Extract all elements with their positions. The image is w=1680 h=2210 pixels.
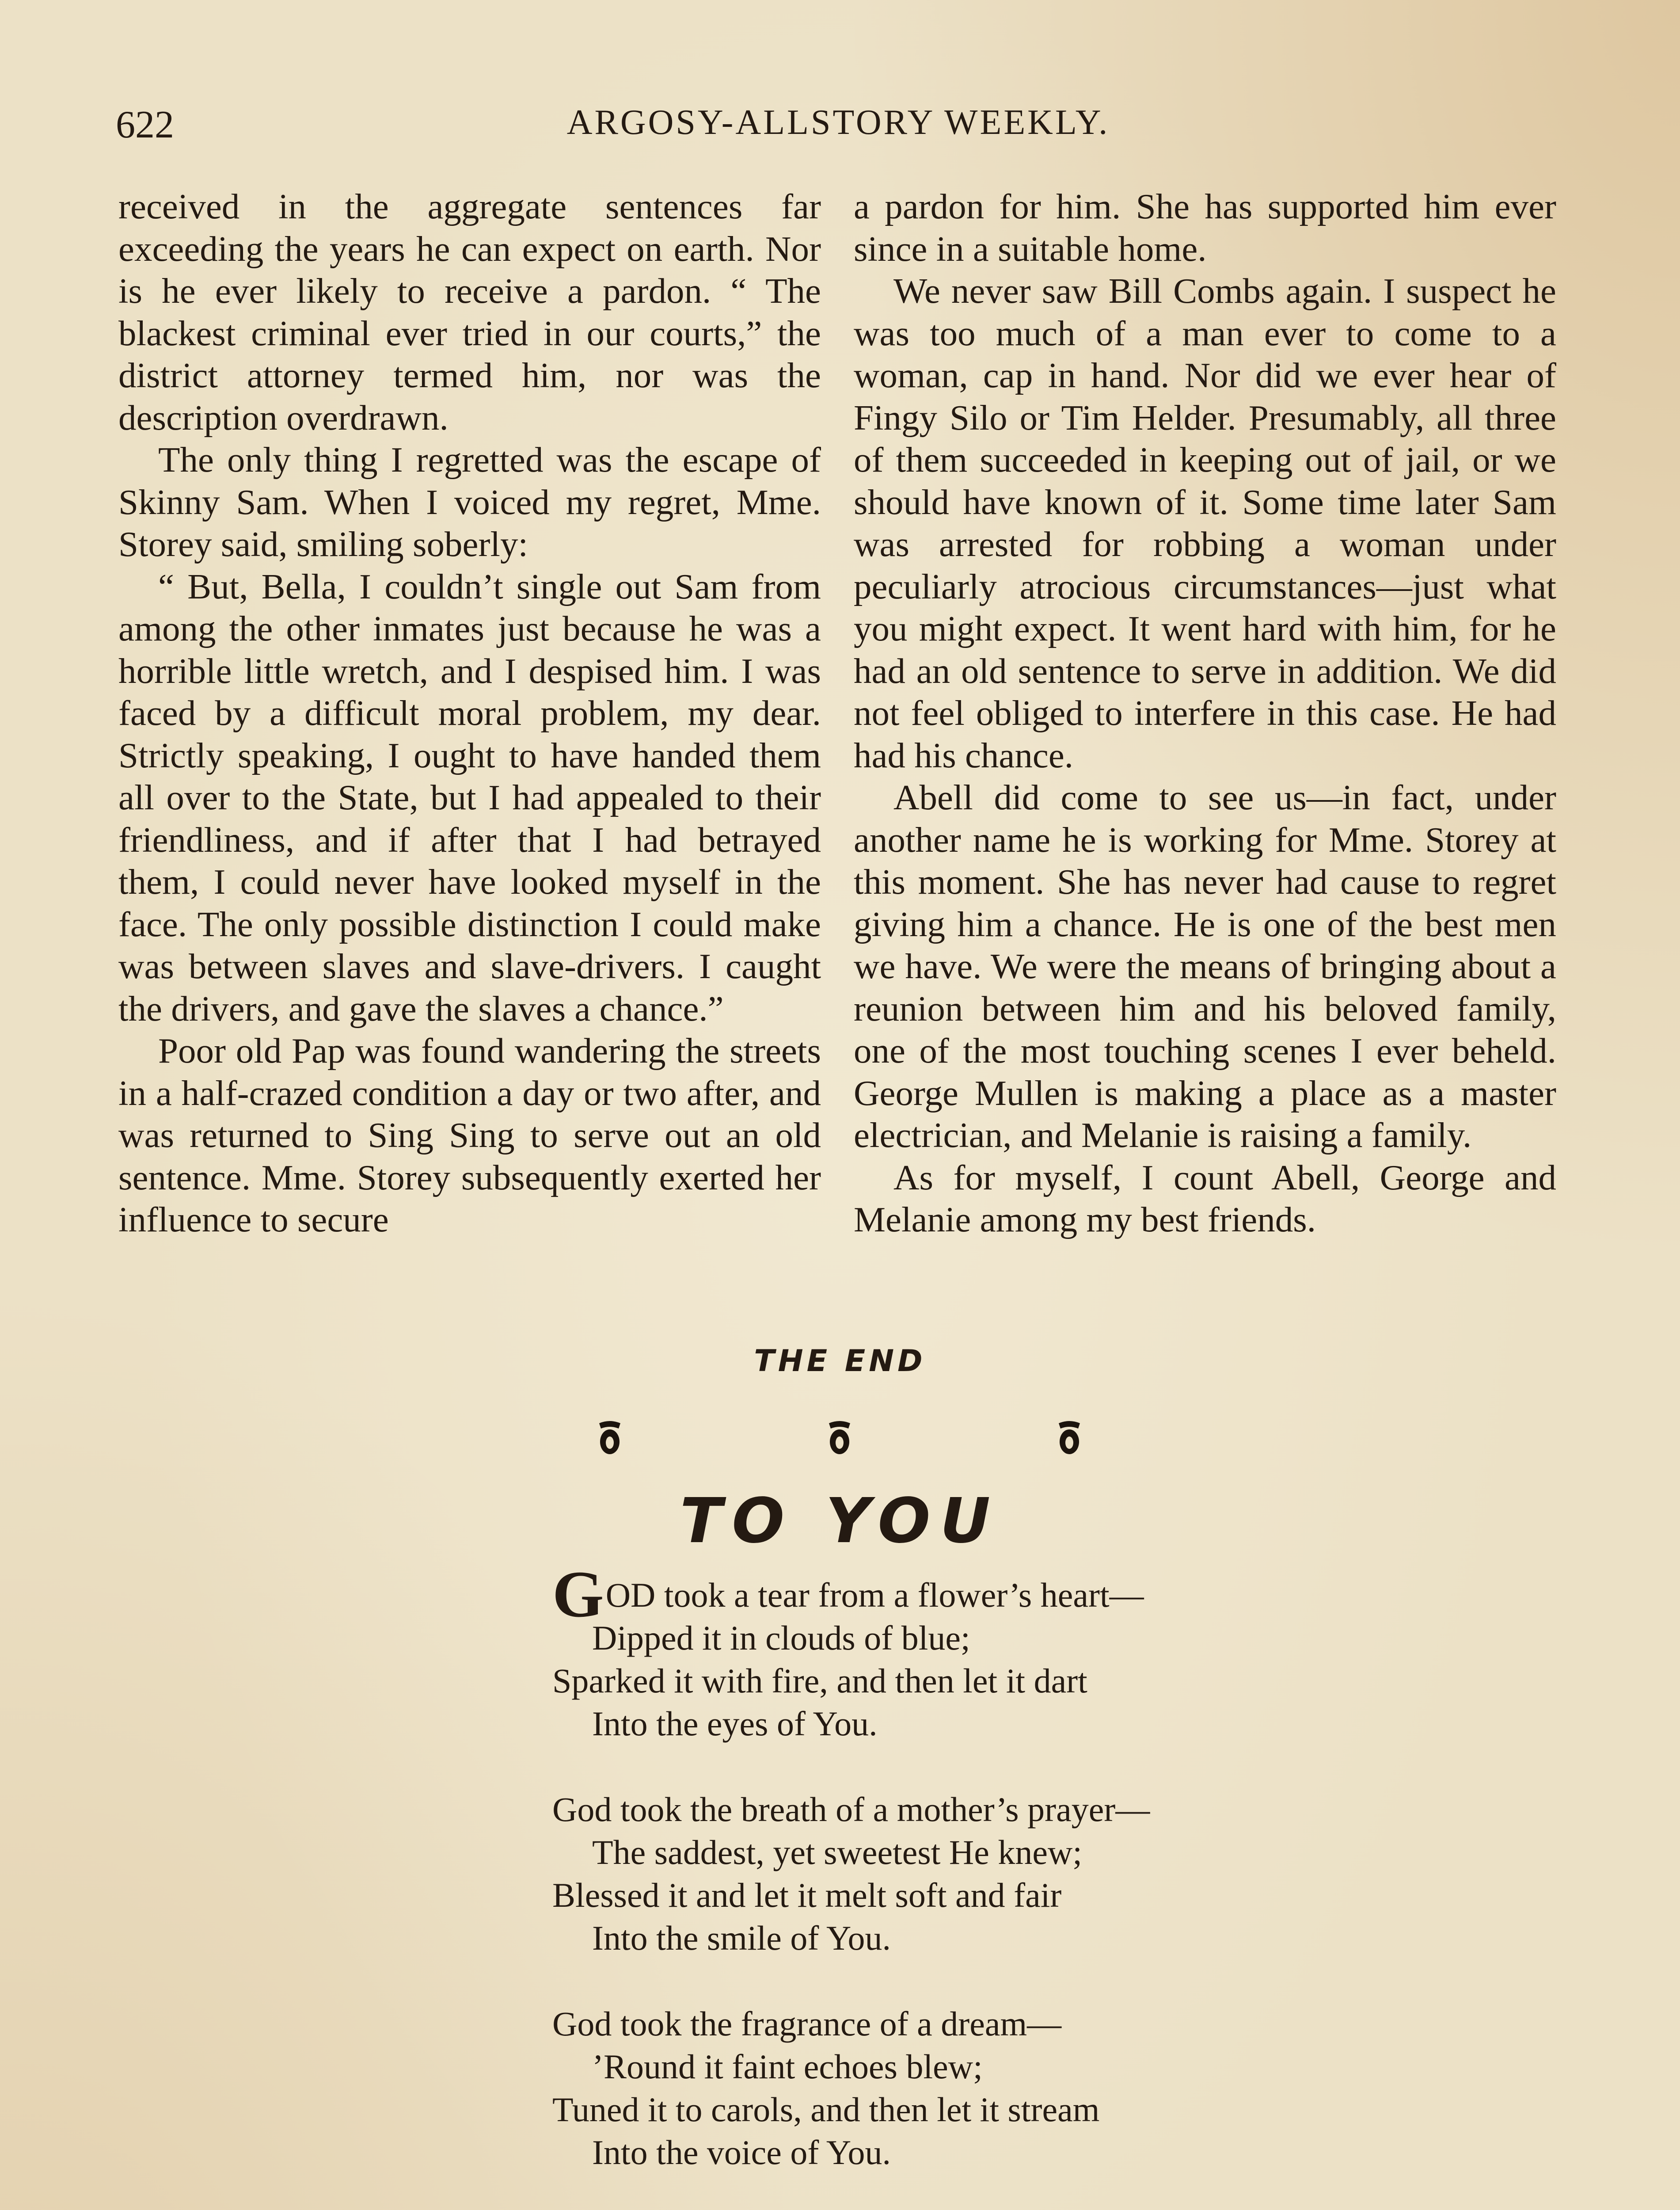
right-column <box>854 186 1556 1241</box>
ornament-icon <box>597 1419 623 1459</box>
poem-line: God took the breath of a mother’s prayer— <box>552 1790 1150 1829</box>
ornament-row <box>597 1419 1083 1463</box>
poem-line: Into the voice of You. <box>592 2133 891 2172</box>
page-number: 622 <box>116 103 174 146</box>
paragraph: As for myself, I count Abell, George and Melanie among my best friends. <box>854 1157 1556 1239</box>
paragraph: received in the aggregate sentences far exceeding the years he can expect on earth. Nor is he ever likely to receive a pardon. “ The blackest criminal ever tried in our courts,” the district attorney termed him, nor was the description overdrawn. <box>118 187 821 438</box>
paragraph: Poor old Pap was found wandering the streets in a half-crazed condition a day or two after, and was returned to Sing Sing to serve out an old sentence. Mme. Storey subsequently exerted her influence to secure <box>118 1031 821 1239</box>
poem-line: Sparked it with fire, and then let it dart <box>552 1661 1087 1700</box>
poem-line <box>552 1558 1304 1631</box>
stanza <box>552 1558 1304 1745</box>
poem-line: God took the fragrance of a dream— <box>552 2004 1062 2043</box>
paragraph: The only thing I regretted was the escape of Skinny Sam. When I voiced my regret, Mme. Storey said, smiling soberly: <box>118 440 821 564</box>
poem-line: The saddest, yet sweetest He knew; <box>592 1833 1082 1871</box>
paragraph: Abell did come to see us—in fact, under another name he is working for Mme. Storey at this moment. She has never had cause to regret giving him a chance. He is one of the best men we have. We were the means of bringing about a reunion between him and his beloved family, one of the most touching scenes I ever beheld. George Mullen is making a place as a master electrician, and Melanie is raising a family. <box>854 777 1556 1155</box>
first-line-text: OD took a tear from a flower’s heart— <box>605 1576 1144 1614</box>
ornament-icon <box>826 1419 853 1459</box>
drop-cap: G <box>552 1558 604 1631</box>
poem-line: Into the eyes of You. <box>592 1704 878 1743</box>
ornament-icon <box>1056 1419 1083 1459</box>
paragraph: a pardon for him. She has supported him ever since in a suitable home. <box>854 187 1556 269</box>
left-column <box>118 186 821 1241</box>
poem-line: Blessed it and let it melt soft and fair <box>552 1876 1062 1914</box>
stanza <box>552 2002 1304 2174</box>
poem-line: ’Round it faint echoes blew; <box>592 2047 983 2086</box>
page-header <box>116 103 1561 160</box>
stanza <box>552 1788 1304 1959</box>
poem-title: TO YOU <box>680 1485 1000 1557</box>
poem-line: Dipped it in clouds of blue; <box>592 1619 970 1657</box>
the-end-label: THE END <box>754 1344 926 1379</box>
running-title: ARGOSY-ALLSTORY WEEKLY. <box>566 103 1110 142</box>
poem-line: Tuned it to carols, and then let it stream <box>552 2090 1100 2129</box>
poem-body <box>552 1558 1304 2210</box>
paragraph: “ But, Bella, I couldn’t single out Sam from among the other inmates just because he was a horrible little wretch, and I despised him. I was faced by a difficult moral problem, my dear. Strictly speaking, I ought to have handed them all over to the State, but I had appealed to their friendliness, and if after that I had betrayed them, I could never have looked myself in the face. The only possible distinction I could make was between slaves and slave-drivers. I caught the drivers, and gave the slaves a chance.” <box>118 566 821 1029</box>
poem-line: Into the smile of You. <box>592 1919 891 1957</box>
paragraph: We never saw Bill Combs again. I suspect he was too much of a man ever to come to a woman, cap in hand. Nor did we ever hear of Fingy Silo or Tim Helder. Presumably, all three of them succeeded in keeping out of jail, or we should have known of it. Some time later Sam was arrested for robbing a woman under peculiarly atrocious circumstances—just what you might expect. It went hard with him, for he had an old sentence to serve in addition. We did not feel obliged to interfere in this case. He had had his chance. <box>854 271 1556 775</box>
